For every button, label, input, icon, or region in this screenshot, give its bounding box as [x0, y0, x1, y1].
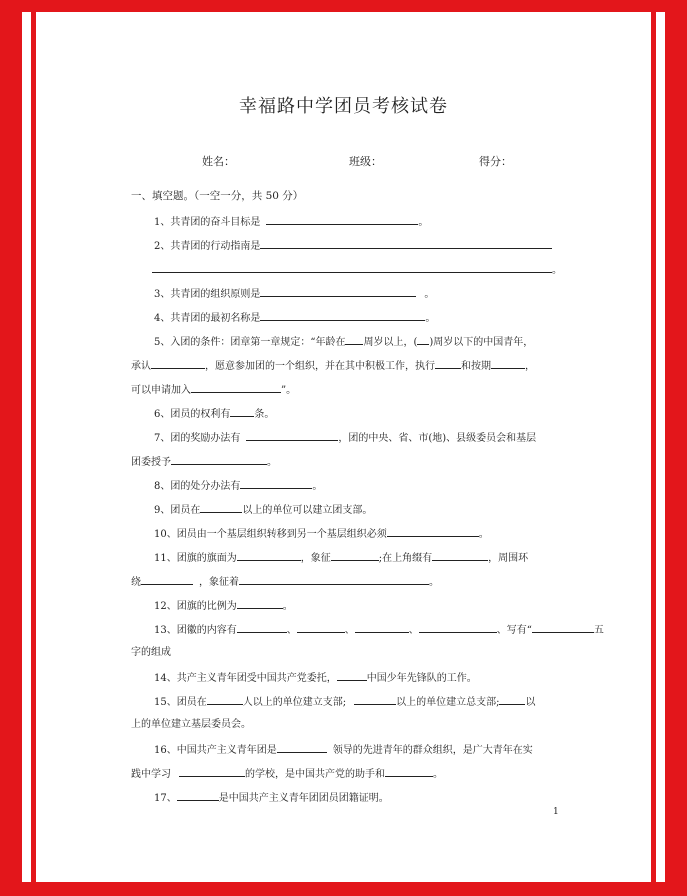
answer-blank[interactable]: [230, 406, 254, 417]
answer-blank[interactable]: [435, 358, 461, 369]
answer-blank[interactable]: [246, 430, 338, 441]
question-16: 16、中国共产主义青年团是 领导的先进青年的群众组织，是广大青年在实: [154, 742, 533, 758]
question-15-line-2: 上的单位建立基层委员会。: [131, 719, 251, 730]
answer-blank[interactable]: [260, 238, 552, 249]
answer-blank[interactable]: [345, 334, 363, 345]
answer-blank[interactable]: [200, 502, 242, 513]
question-3: 3、共青团的组织原则是 。: [154, 286, 434, 302]
answer-blank[interactable]: [419, 622, 497, 633]
exam-title: 幸福路中学团员考核试卷: [239, 96, 448, 117]
frame-inner-line-right: [651, 0, 656, 896]
answer-blank[interactable]: [266, 214, 418, 225]
question-9: 9、团员在 以上的单位可以建立团支部。: [154, 502, 372, 518]
question-2-continued: 。: [152, 262, 562, 278]
section-heading: 一、填空题。（一空一分，共 50 分）: [131, 190, 304, 202]
name-field-label: 姓名：: [202, 155, 235, 168]
question-13: 13、团徽的内容有 、 、 、 、写有“ 五: [154, 622, 604, 638]
answer-blank[interactable]: [151, 358, 205, 369]
question-10: 10、团员由一个基层组织转移到另一个基层组织必须 。: [154, 526, 489, 542]
question-4: 4、共青团的最初名称是 。: [154, 310, 435, 326]
question-11: 11、团旗的旗面为 ，象征 ;在上角缀有 ，周围环: [154, 550, 528, 566]
question-13-line-2: 字的组成: [131, 647, 171, 658]
question-1: 1、共青团的奋斗目标是 。: [154, 214, 428, 230]
answer-blank[interactable]: [354, 694, 396, 705]
question-5-line-3: 可以申请加入 ”。: [131, 382, 296, 398]
answer-blank[interactable]: [432, 550, 488, 561]
answer-blank[interactable]: [297, 622, 345, 633]
question-6: 6、团员的权利有 条。: [154, 406, 274, 422]
answer-blank[interactable]: [417, 334, 429, 345]
answer-blank[interactable]: [152, 262, 552, 273]
answer-blank[interactable]: [237, 598, 283, 609]
answer-blank[interactable]: [260, 310, 425, 321]
answer-blank[interactable]: [499, 694, 525, 705]
answer-blank[interactable]: [191, 382, 281, 393]
answer-blank[interactable]: [491, 358, 525, 369]
question-11-line-2: 绕 ，象征着 。: [131, 574, 439, 590]
question-5-line-2: 承认 ，愿意参加团的一个组织，并在其中积极工作，执行 和按期 ，: [131, 358, 535, 374]
page-number: 1: [553, 807, 559, 817]
answer-blank[interactable]: [387, 526, 479, 537]
answer-blank[interactable]: [237, 550, 301, 561]
answer-blank[interactable]: [207, 694, 243, 705]
answer-blank[interactable]: [141, 574, 193, 585]
question-15: 15、团员在 人以上的单位建立支部; 以上的单位建立总支部; 以: [154, 694, 535, 710]
answer-blank[interactable]: [337, 670, 367, 681]
question-8: 8、团的处分办法有 。: [154, 478, 322, 494]
answer-blank[interactable]: [239, 574, 429, 585]
question-14: 14、共产主义青年团受中国共产党委托， 中国少年先锋队的工作。: [154, 670, 477, 686]
question-7: 7、团的奖励办法有 ，团的中央、省、市(地)、县级委员会和基层: [154, 430, 536, 446]
class-field-label: 班级：: [349, 155, 382, 168]
answer-blank[interactable]: [277, 742, 327, 753]
answer-blank[interactable]: [355, 622, 409, 633]
question-16-line-2: 践中学习 的学校，是中国共产党的助手和 。: [131, 766, 443, 782]
answer-blank[interactable]: [240, 478, 312, 489]
answer-blank[interactable]: [171, 454, 267, 465]
answer-blank[interactable]: [237, 622, 287, 633]
question-12: 12、团旗的比例为 。: [154, 598, 293, 614]
score-field-label: 得分：: [479, 155, 512, 168]
answer-blank[interactable]: [385, 766, 433, 777]
question-7-line-2: 团委授予 。: [131, 454, 277, 470]
exam-page: [38, 12, 649, 880]
frame-inner-line-left: [31, 0, 36, 896]
answer-blank[interactable]: [260, 286, 416, 297]
question-5: 5、入团的条件：团章第一章规定：“年龄在 周岁以上，( )周岁以下的中国青年，: [154, 334, 533, 350]
answer-blank[interactable]: [179, 766, 245, 777]
answer-blank[interactable]: [532, 622, 594, 633]
question-17: 17、 是中国共产主义青年团团员团籍证明。: [154, 790, 389, 806]
answer-blank[interactable]: [331, 550, 379, 561]
answer-blank[interactable]: [177, 790, 219, 801]
frame-bottom-bar: [0, 882, 687, 896]
question-2: 2、共青团的行动指南是: [154, 238, 552, 254]
